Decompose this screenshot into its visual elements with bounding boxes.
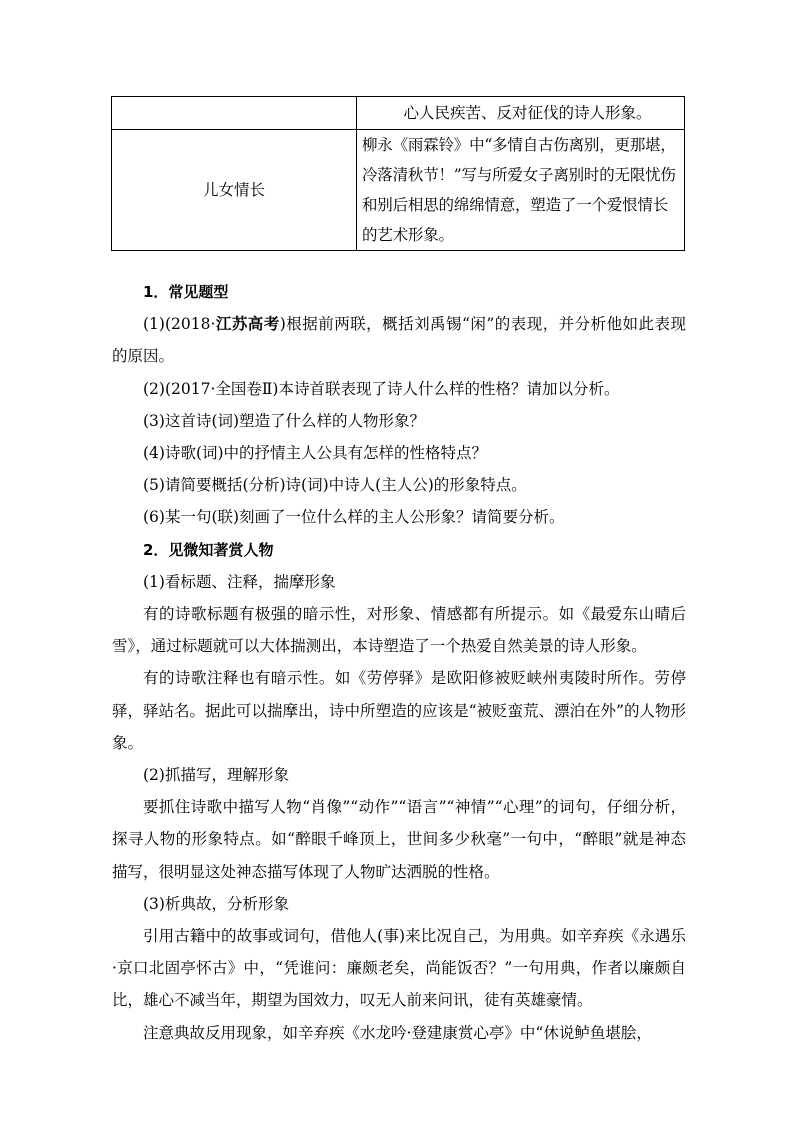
paragraph: 要抓住诗歌中描写人物“肖像”“动作”“语言”“神情”“心理”的词句，仔细分析，探寻人物的形象特点。如“醉眼千峰顶上，世间多少秋毫”一句中，“醉眼”就是神态描写，很明显这处神态描写体现了人物旷达洒脱的性格。 (112, 798, 686, 881)
question-6: (6)某一句(联)刻画了一位什么样的主人公形象？请简要分析。 (143, 508, 565, 527)
question-1 (112, 308, 686, 372)
table-row (112, 130, 685, 251)
subsection-title-1: (1)看标题、注释，揣摩形象 (143, 572, 336, 591)
paragraph: 有的诗歌标题有极强的暗示性，对形象、情感都有所提示。如《最爱东山晴后雪》，通过标题就可以大体揣测出，本诗塑造了一个热爱自然美景的诗人形象。 (112, 605, 686, 656)
subsection-title-3: (3)析典故，分析形象 (143, 894, 289, 913)
table-row (112, 97, 685, 130)
subsection-title-2: (2)抓描写，理解形象 (143, 766, 289, 785)
paragraph: 引用古籍中的故事或词句，借他人(事)来比况自己，为用典。如辛弃疾《永遇乐·京口北固亭怀古》中，“凭谁问：廉颇老矣，尚能饭否？”一句用典，作者以廉颇自比，雄心不减当年，期望为国效力，叹无人前来问讯，徒有英雄豪情。 (112, 927, 686, 1010)
question-5: (5)请简要概括(分析)诗(词)中诗人(主人公)的形象特点。 (143, 476, 527, 495)
question-3: (3)这首诗(词)塑造了什么样的人物形象？ (143, 411, 426, 430)
question-1-source: 江苏高考 (215, 314, 280, 334)
table-cell-description: 心人民疾苦、反对征伐的诗人形象。 (357, 97, 685, 130)
paragraph: 有的诗歌注释也有暗示性。如《劳停驿》是欧阳修被贬峡州夷陵时所作。劳停驿，驿站名。据此可以揣摩出，诗中所塑造的应该是“被贬蛮荒、漂泊在外”的人物形象。 (112, 669, 686, 752)
poet-image-table (111, 96, 685, 251)
table-cell-description: 柳永《雨霖铃》中“多情自古伤离别，更那堪，冷落清秋节！”写与所爱女子离别时的无限忧伤和别后相思的绵绵情意，塑造了一个爱恨情长的艺术形象。 (357, 130, 685, 251)
question-1-prefix: (1)(2018· (143, 315, 216, 334)
section-heading-appreciate-characters: 2．见微知著赏人物 (143, 540, 274, 559)
question-4: (4)诗歌(词)中的抒情主人公具有怎样的性格特点？ (143, 444, 488, 463)
table-cell-category: 儿女情长 (112, 130, 357, 251)
table-cell-category (112, 97, 357, 130)
question-2: (2)(2017·全国卷Ⅱ)本诗首联表现了诗人什么样的性格？请加以分析。 (143, 379, 620, 398)
paragraph: 注意典故反用现象，如辛弃疾《水龙吟·登建康赏心亭》中“休说鲈鱼堪脍， (143, 1023, 652, 1042)
question-1-text: )根据前两联，概括刘禹锡“闲”的表现，并分析他如此表现的原因。 (112, 315, 686, 366)
section-heading-common-question-types: 1．常见题型 (143, 283, 229, 301)
document-body (112, 276, 686, 1049)
